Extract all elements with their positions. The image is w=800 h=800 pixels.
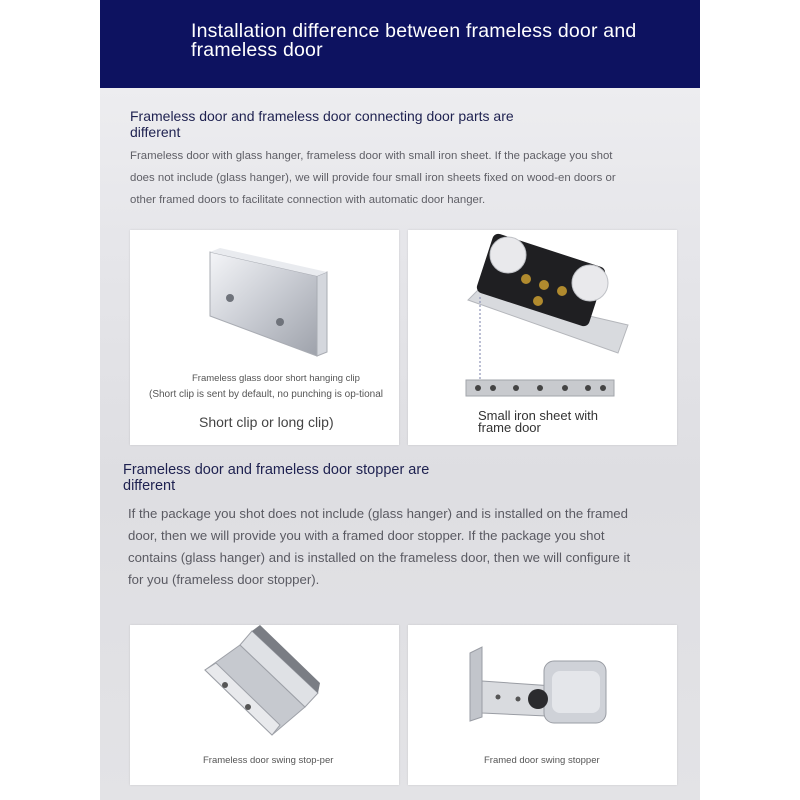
card-framed-stopper xyxy=(408,625,677,785)
card-frameless-stopper xyxy=(130,625,399,785)
card-caption: Frameless glass door short hanging clip xyxy=(192,373,360,384)
card-note: (Short clip is sent by default, no punching is op-tional xyxy=(149,389,384,400)
product-detail-page xyxy=(100,0,700,800)
card-caption: Frameless door swing stop-per xyxy=(203,755,334,766)
framed-stopper-icon xyxy=(468,647,618,737)
door-hanger-roller-icon xyxy=(468,235,638,355)
header-banner xyxy=(100,0,700,88)
card-label: Short clip or long clip) xyxy=(199,414,334,430)
iron-sheet-icon xyxy=(466,378,616,398)
card-label: Small iron sheet with frame door xyxy=(478,408,598,435)
glass-clip-icon xyxy=(205,246,335,376)
section-title-connecting-parts: Frameless door and frameless door connecting door parts are different xyxy=(130,108,514,140)
section-title-stopper: Frameless door and frameless door stopper are different xyxy=(123,462,430,494)
frameless-stopper-icon xyxy=(200,625,320,755)
section-body-stopper: If the package you shot does not include (glass hanger) and is installed on the framed door, then we will provide you with a framed door stopper. If the package you shot contains (glass hanger) and is installed on the frameless door, then we will configure it for you (frameless door stopper). xyxy=(128,506,631,587)
card-door-hanger xyxy=(408,230,677,445)
section-body-connecting-parts: Frameless door with glass hanger, frameless door with small iron sheet. If the package you shot does not include (glass hanger), we will provide four small iron sheets fixed on wood-en doors or other framed doors to facilitate connection with automatic door hanger. xyxy=(130,150,616,206)
card-glass-clip xyxy=(130,230,399,445)
card-caption: Framed door swing stopper xyxy=(484,755,600,766)
page-title: Installation difference between frameless door and frameless door xyxy=(191,20,637,61)
